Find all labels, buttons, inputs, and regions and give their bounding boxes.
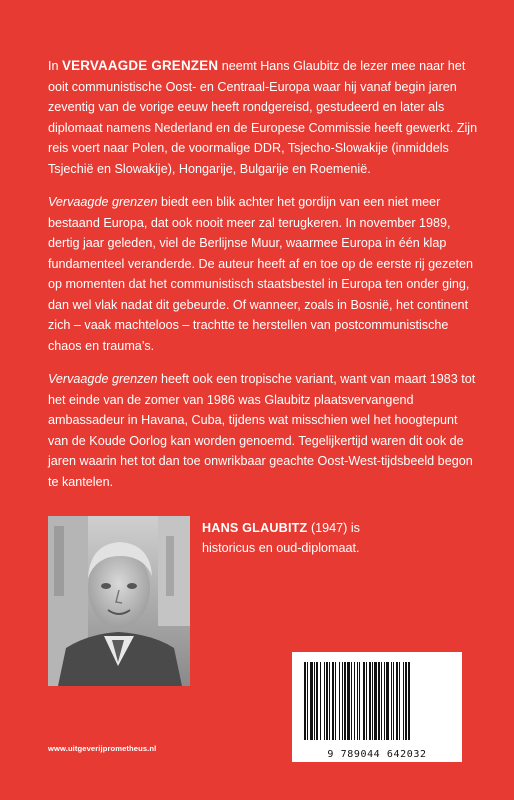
barcode-bar (396, 662, 398, 740)
barcode-bar (320, 662, 321, 740)
barcode-bar (391, 662, 392, 740)
barcode-bar (399, 662, 400, 740)
barcode-bar (393, 662, 394, 740)
barcode-bar (342, 662, 343, 740)
barcode-bar (405, 662, 407, 740)
barcode-bar (307, 662, 308, 740)
barcode-bar (310, 662, 313, 740)
author-name: HANS GLAUBITZ (202, 521, 308, 535)
blurb-paragraph-2 (48, 192, 478, 356)
barcode-bar (384, 662, 385, 740)
barcode-bar (403, 662, 404, 740)
isbn-number: 9 789044 642032 (327, 749, 427, 760)
barcode-bar (304, 662, 306, 740)
barcode-bar (366, 662, 367, 740)
barcode-bar (351, 662, 352, 740)
barcode-bar (357, 662, 358, 740)
barcode-bar (359, 662, 360, 740)
blurb-paragraph-3 (48, 369, 478, 492)
barcode-bar (344, 662, 346, 740)
barcode-bar (381, 662, 382, 740)
book-title-caps: VERVAAGDE GRENZEN (62, 58, 219, 73)
barcode-bar (339, 662, 340, 740)
barcode-bar (372, 662, 373, 740)
author-bio-text: (1947) is historicus en oud-diplomaat. (202, 521, 360, 555)
author-bio (202, 518, 402, 558)
barcode-bar (329, 662, 330, 740)
barcode-bar (369, 662, 371, 740)
barcode-bar (314, 662, 315, 740)
book-title-italic: Vervaagde grenzen (48, 372, 158, 386)
barcode-bar (408, 662, 410, 740)
barcode-bar (354, 662, 355, 740)
paragraph-text: neemt Hans Glaubitz de lezer mee naar het ooit communistische Oost- en Centraal-Europa waar hij vanaf begin jaren zeventig van de vorige eeuw heeft rondgereisd, gestudeerd en later als diplomaat namens Nederland en de Europese Commissie heeft gewerkt. Zijn reis voert naar Polen, de voormalige DDR, Tsjecho-Slowakije (inmiddels Tsjechië en Slowakije), Hongarije, Bulgarije en Roemenië. (48, 59, 478, 176)
barcode-bar (316, 662, 318, 740)
barcode-bar (324, 662, 325, 740)
barcode-bar (326, 662, 328, 740)
barcode-bar (335, 662, 336, 740)
barcode-bar (374, 662, 377, 740)
barcode (292, 652, 462, 762)
paragraph-lead: In (48, 59, 59, 73)
barcode-bars (302, 662, 452, 740)
blurb-paragraph-1 (48, 56, 478, 179)
barcode-bar (386, 662, 389, 740)
paragraph-text: biedt een blik achter het gordijn van een niet meer bestaand Europa, dat ook nooit meer zal terugkeren. In november 1989, dertig jaar geleden, viel de Berlijnse Muur, waarmee Europa in één klap fundamenteel veranderde. De auteur heeft af en toe op de eerste rij gezeten op momenten dat het communistisch staatsbestel in Europa ten onder ging, dan wel vlak nadat dit gebeurde. Of wanneer, zoals in Bosnië, het continent zich – vaak machteloos – trachtte te herstellen van postcommunistische chaos en trauma’s. (48, 195, 473, 353)
book-title-italic: Vervaagde grenzen (48, 195, 158, 209)
barcode-bar (363, 662, 365, 740)
publisher-website: www.uitgeverijprometheus.nl (48, 744, 157, 753)
barcode-bar (347, 662, 350, 740)
barcode-bar (332, 662, 334, 740)
blurb-text (48, 56, 478, 505)
paragraph-text: heeft ook een tropische variant, want van maart 1983 tot het einde van de zomer van 1986 was Glaubitz plaatsvervangend ambassadeur in Havana, Cuba, tijdens wat misschien wel het hoogtepunt van de Koude Oorlog kan worden genoemd. Tegelijkertijd waren dit ook de jaren waarin het tot dan toe onwrikbaar geachte Oost-West-tijdsbeeld begon te kantelen. (48, 372, 476, 489)
author-photo (48, 516, 190, 686)
barcode-bar (378, 662, 380, 740)
